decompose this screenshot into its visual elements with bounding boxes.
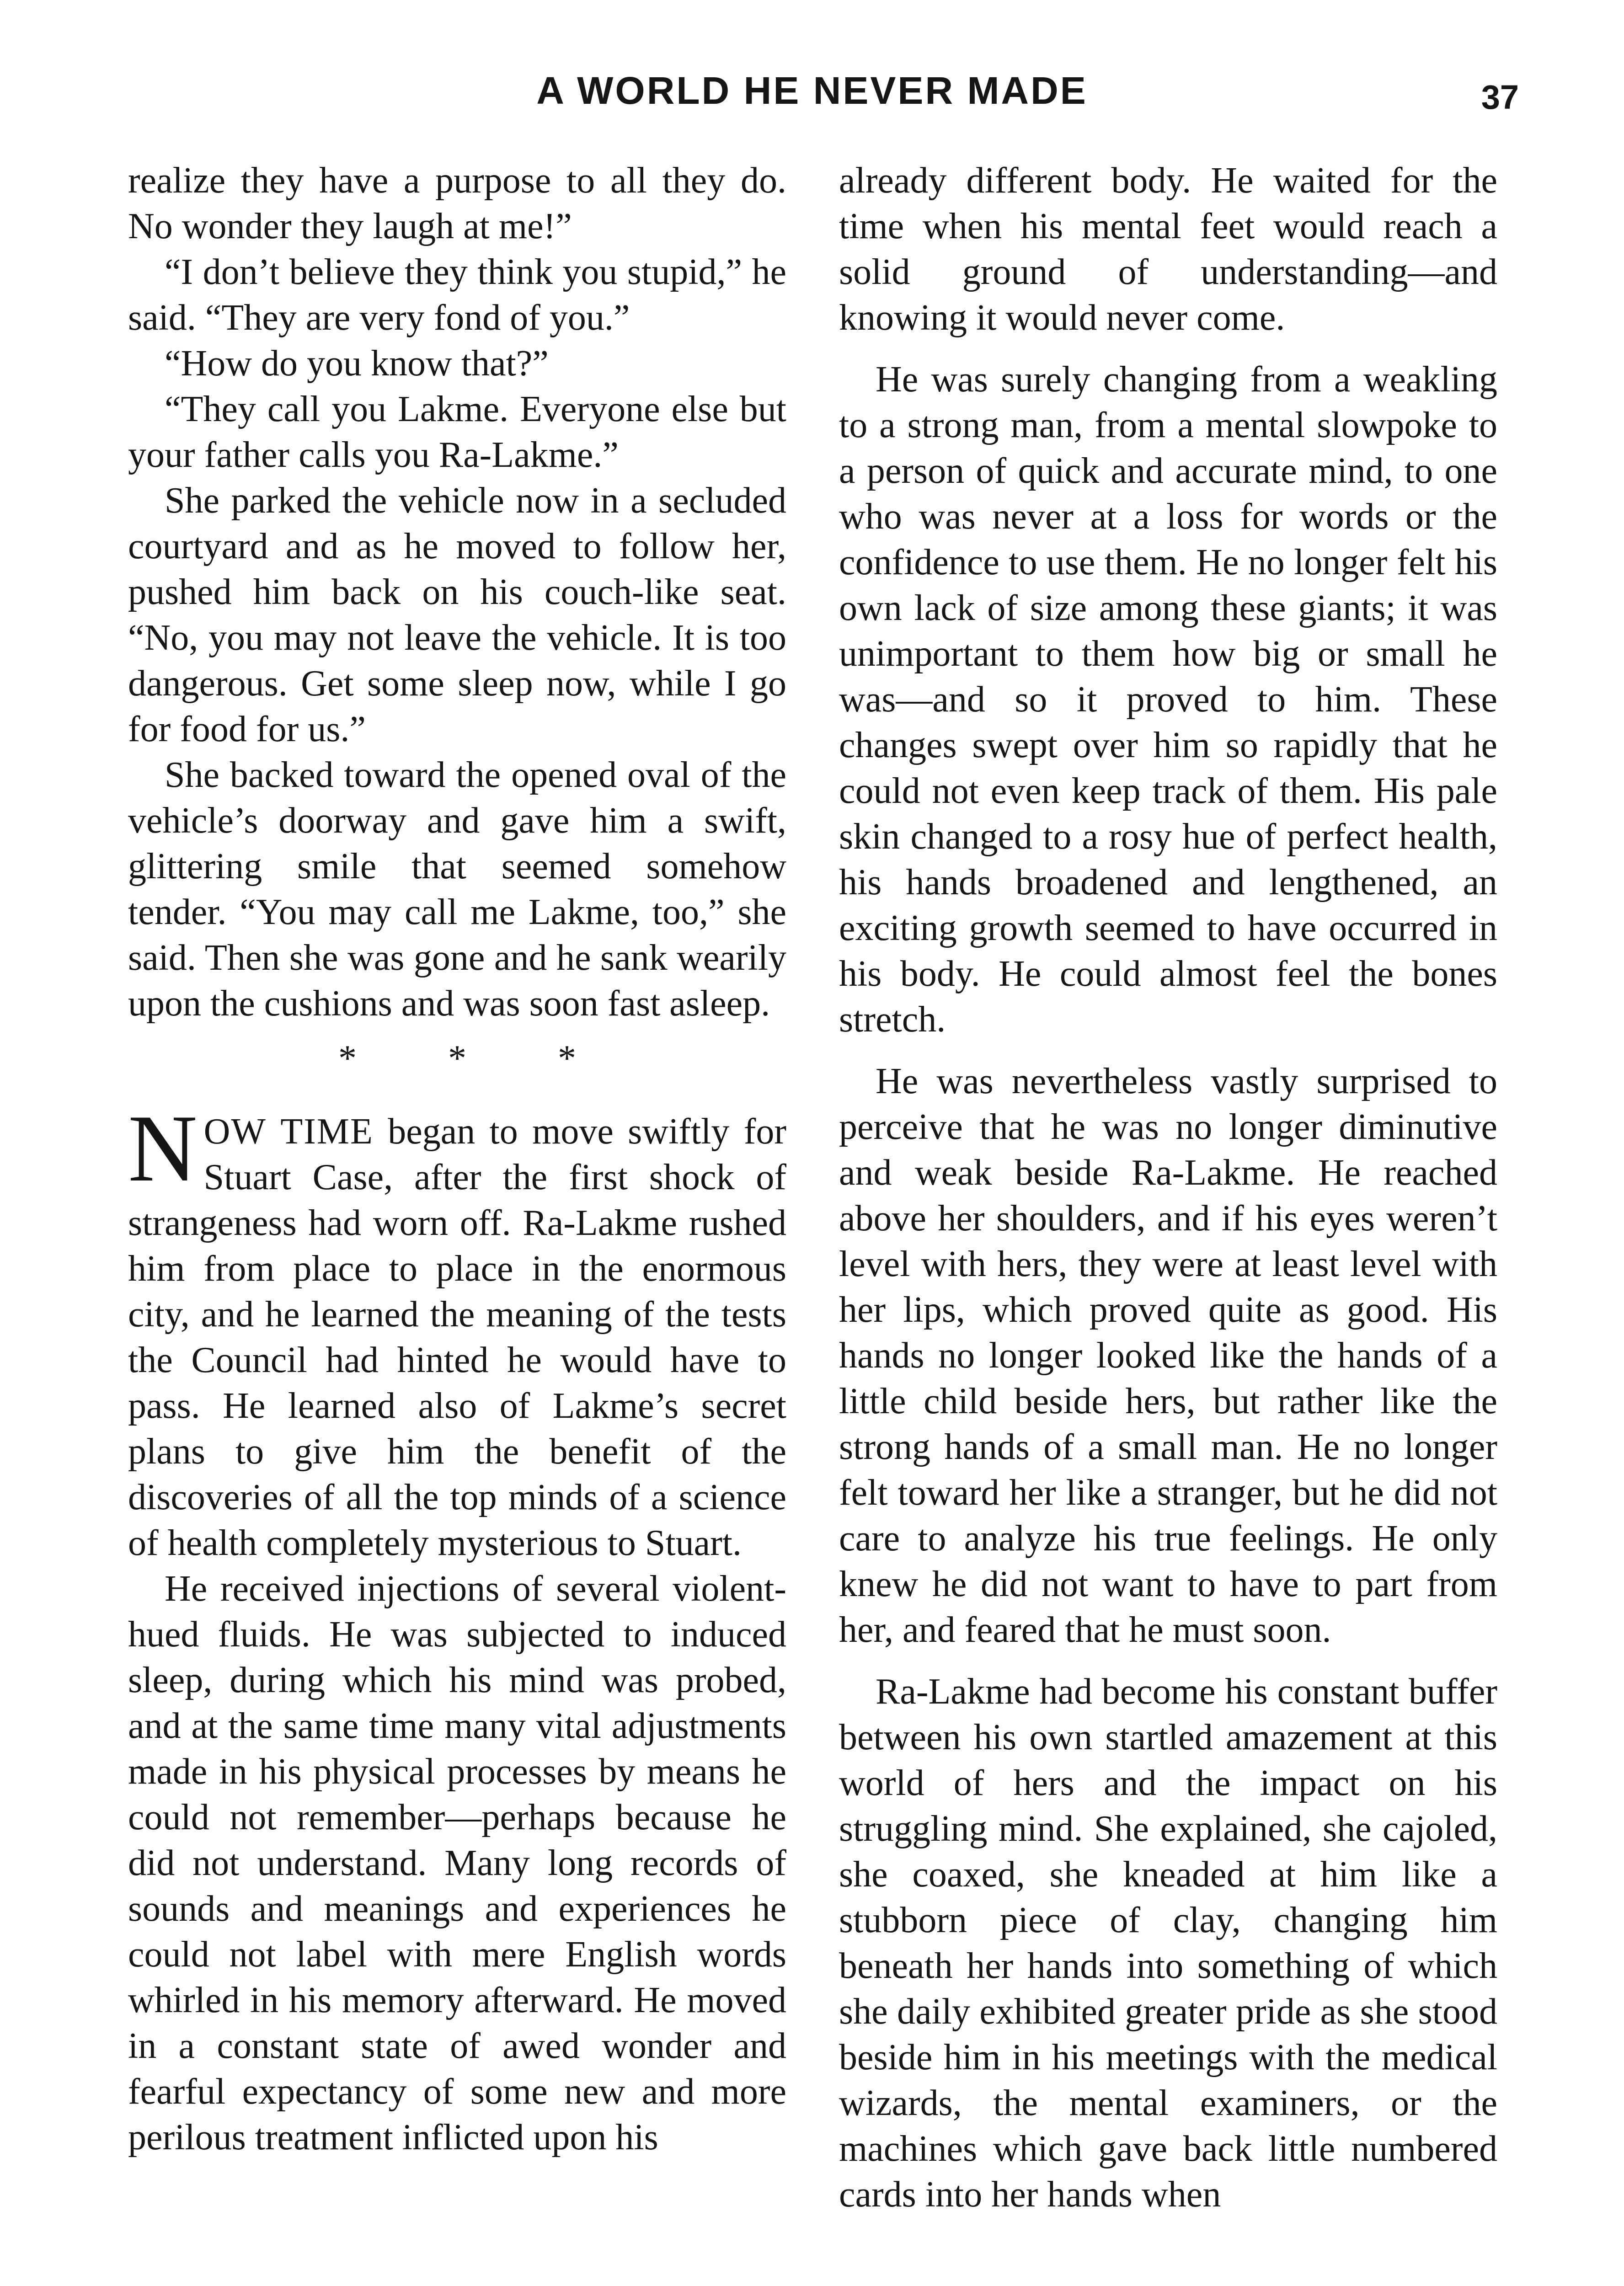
drop-cap: N [128,1095,198,1202]
left-column [128,158,786,2160]
section-separator: * * * [338,1038,617,1079]
paragraph: “How do you know that?” [165,343,549,384]
drop-cap-continuation: OW TIME [203,1111,374,1152]
paragraph: realize they have a purpose to all they do. No wonder they laugh at me!” [128,160,786,246]
paragraph-text: began to move swiftly for Stuart Case, after the first shock of strangeness had worn off. Ra-Lakme rushed him from place to place in the enormous city, and he learned the meaning of the tests the Council had hinted he would have to pass. He learned also of Lakme’s secret plans to give him the benefit of the discoveries of all the top minds of a science of health completely mysterious to Stuart. [128,1111,787,1563]
paragraph: “They call you Lakme. Everyone else but your father calls you Ra-Lakme.” [128,389,786,475]
paragraph: He was surely changing from a weakling to a strong man, from a mental slowpoke to a person of quick and accurate mind, to one who was never at a loss for words or the confidence to use them. He no longer felt his own lack of size among these giants; it was unimportant to them how big or small he was—and so it proved to him. These changes swept over him so rapidly that he could not even keep track of them. His pale skin changed to a rosy hue of perfect health, his hands broadened and lengthened, an exciting growth seemed to have occurred in his body. He could almost feel the bones stretch. [839,359,1497,1040]
paragraph: She parked the vehicle now in a secluded courtyard and as he moved to follow her, pushed him back on his couch-like seat. “No, you may not leave the vehicle. It is too dangerous. Get some sleep now, while I go for food for us.” [128,481,786,749]
paragraph: He received injections of several violent-hued fluids. He was subjected to induced sleep, during which his mind was probed, and at the same time many vital adjustments made in his physical processes by means he could not remember—perhaps because he did not understand. Many long records of sounds and meanings and experiences he could not label with mere English words whirled in his memory afterward. He moved in a constant state of awed wonder and fearful expectancy of some new and more perilous treatment inflicted upon his [128,1569,786,2158]
paragraph: already different body. He waited for the time when his mental feet would reach a solid ground of understanding—and knowing it would never come. [839,160,1497,338]
paragraph-with-drop-cap [128,1095,787,1566]
paragraph: Ra-Lakme had become his constant buffer between his own startled amazement at this world of hers and the impact on his struggling mind. She explained, she cajoled, she coaxed, she kneaded at him like a stubborn piece of clay, changing him beneath her hands into something of which she daily exhibited greater pride as she stood beside him in his meetings with the medical wizards, the mental examiners, or the machines which gave back little numbered cards into her hands when [839,1672,1497,2215]
paragraph: He was nevertheless vastly surprised to perceive that he was no longer diminutive and weak beside Ra-Lakme. He reached above her shoulders, and if his eyes weren’t level with hers, they were at least level with her lips, which proved quite as good. His hands no longer looked like the hands of a little child beside hers, but rather like the strong hands of a small man. He no longer felt toward her like a stranger, but he did not care to analyze his true feelings. He only knew he did not want to have to part from her, and feared that he must soon. [839,1061,1497,1650]
right-column [839,158,1497,2217]
running-header-title: A WORLD HE NEVER MADE [536,69,1088,112]
page-number: 37 [1481,78,1519,116]
paragraph: “I don’t believe they think you stupid,” he said. “They are very fond of you.” [128,252,786,338]
paragraph: She backed toward the opened oval of the vehicle’s doorway and gave him a swift, glittering smile that seemed somehow tender. “You may call me Lakme, too,” she said. Then she was gone and he sank wearily upon the cushions and was soon fast asleep. [128,755,786,1024]
